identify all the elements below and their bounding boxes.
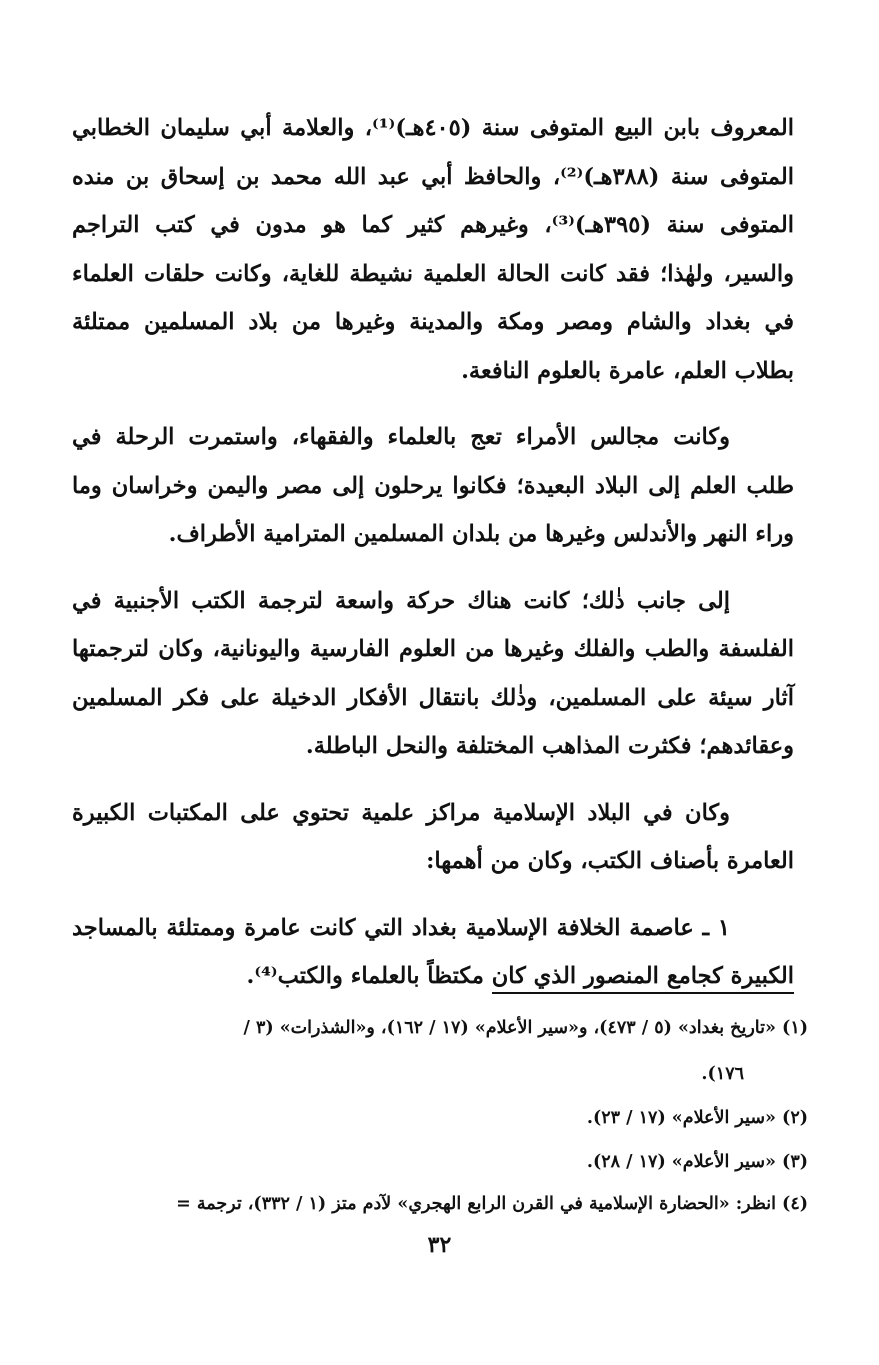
footnote-3: (٣) «سير الأعلام» (١٧ / ٢٨). xyxy=(586,1152,808,1172)
page-number: ٣٢ xyxy=(427,1232,452,1258)
paragraph-2: وكانت مجالس الأمراء تعج بالعلماء والفقهاء، واستمرت الرحلة في طلب العلم إلى البلاد البعيدة؛ فكانوا يرحلون إلى مصر واليمن وخراسان وما وراء النهر والأندلس وغيرها من بلدان المسلمين المترامية الأطراف. xyxy=(72,424,794,547)
main-text xyxy=(72,104,794,1019)
footnote-1-line-2: ١٧٦). xyxy=(701,1064,744,1084)
footnotes xyxy=(40,1010,808,1222)
footnote-1 xyxy=(40,1010,808,1092)
paragraph-3: إلى جانب ذٰلك؛ كانت هناك حركة واسعة لترجمة الكتب الأجنبية في الفلسفة والطب والفلك وغيرها من العلوم الفارسية واليونانية، وكان لترجمتها آثار سيئة على المسلمين، وذٰلك بانتقال الأفكار الدخيلة على فكر المسلمين وعقائدهم؛ فكثرت المذاهب المختلفة والنحل الباطلة. xyxy=(72,587,794,759)
paragraph-4: وكان في البلاد الإسلامية مراكز علمية تحتوي على المكتبات الكبيرة العامرة بأصناف الكتب، وكان من أهمها: xyxy=(72,799,794,874)
paragraph-5-list-item: ١ ـ عاصمة الخلافة الإسلامية بغداد التي كانت عامرة وممتلئة بالمساجد الكبيرة كجامع المنصور الذي كان مكتظاً بالعلماء والكتب⁽⁴⁾. xyxy=(72,914,794,989)
paragraph-1: المعروف بابن البيع المتوفى سنة (٤٠٥هـ)⁽¹⁾، والعلامة أبي سليمان الخطابي المتوفى سنة (٣٨٨هـ)⁽²⁾، والحافظ أبي عبد الله محمد بن إسحاق بن منده المتوفى سنة (٣٩٥هـ)⁽³⁾، وغيرهم كثير كما هو مدون في كتب التراجم والسير، ولهٰذا؛ فقد كانت الحالة العلمية نشيطة للغاية، وكانت حلقات العلماء في بغداد والشام ومصر ومكة والمدينة وغيرها من بلاد المسلمين ممتلئة بطلاب العلم، عامرة بالعلوم النافعة. xyxy=(72,115,794,384)
footnote-1-line-1: (١) «تاريخ بغداد» (٥ / ٤٧٣)، و«سير الأعلام» (١٧ / ١٦٢)، و«الشذرات» (٣ / xyxy=(243,1018,808,1038)
footnote-divider xyxy=(492,992,794,994)
footnote-4: (٤) انظر: «الحضارة الإسلامية في القرن الرابع الهجري» لآدم متز (١ / ٣٣٢)، ترجمة = xyxy=(176,1194,808,1214)
footnote-2: (٢) «سير الأعلام» (١٧ / ٢٣). xyxy=(586,1108,808,1128)
